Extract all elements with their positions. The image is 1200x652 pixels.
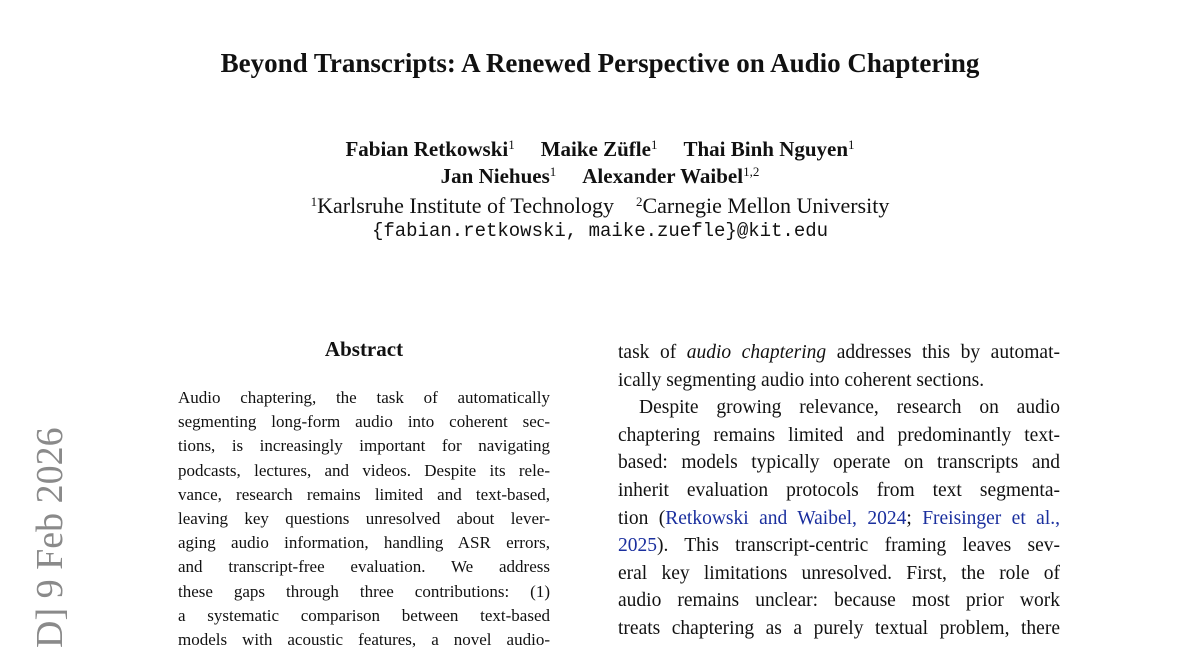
abstract-line: vance, research remains limited and text-based,: [178, 484, 550, 504]
abstract-heading: Abstract: [324, 337, 404, 361]
abstract-line: models with acoustic features, a novel audio-: [178, 629, 550, 649]
affil-mark: 1: [310, 194, 318, 209]
intro-line: audio remains unclear: because most prior work: [618, 590, 1060, 612]
citation-link[interactable]: Freisinger et al.,: [922, 507, 1060, 529]
text-run: task of: [618, 342, 687, 363]
intro-line: [618, 532, 1060, 560]
affil-mark: 2: [635, 194, 643, 209]
intro-line: [618, 505, 1060, 533]
text-run: ). This transcript-centric framing leaves sev-: [657, 535, 1060, 557]
text-run: addresses this by automat-: [826, 342, 1060, 363]
intro-line: based: models typically operate on transcripts and: [618, 452, 1060, 474]
author-name: Maike Züfle: [540, 137, 651, 161]
affiliation-name: Karlsruhe Institute of Technology: [317, 193, 614, 218]
abstract-body: [178, 386, 550, 652]
affiliations: [0, 188, 1200, 220]
affiliation-name: Carnegie Mellon University: [642, 193, 890, 218]
text-run: ;: [906, 507, 923, 529]
abstract-line: and transcript-free evaluation. We address: [178, 557, 550, 577]
abstract-line: segmenting long-form audio into coherent sec-: [178, 412, 550, 432]
author-name: Fabian Retkowski: [345, 137, 509, 161]
intro-line: treats chaptering as a purely textual problem, there: [618, 617, 1060, 639]
citation-link[interactable]: Retkowski and Waibel, 2024: [665, 507, 907, 529]
abstract-line: these gaps through three contributions: (1): [178, 581, 550, 601]
author-name: Jan Niehues: [440, 164, 550, 188]
citation-link[interactable]: 2025: [618, 535, 657, 557]
intro-line: eral key limitations unresolved. First, the role of: [618, 562, 1060, 584]
author-name: Thai Binh Nguyen: [683, 137, 849, 161]
contact-email: {fabian.retkowski, maike.zuefle}@kit.edu: [371, 220, 829, 242]
author-row-2: [0, 158, 1200, 190]
paper-title: Beyond Transcripts: A Renewed Perspective on Audio Chaptering: [220, 48, 980, 78]
abstract-line: Audio chaptering, the task of automatically: [178, 388, 550, 407]
author-affil-mark: 1,2: [743, 164, 760, 179]
intro-line: Despite growing relevance, research on audio: [639, 397, 1060, 419]
intro-line: inherit evaluation protocols from text segmenta-: [618, 479, 1060, 501]
abstract-line: tions, is increasingly important for navigating: [178, 436, 550, 456]
arxiv-stamp: D] 9 Feb 2026: [29, 427, 71, 648]
introduction-text: [618, 339, 1060, 643]
author-affil-mark: 1: [650, 137, 658, 152]
abstract-line: leaving key questions unresolved about lever-: [178, 508, 550, 528]
author-affil-mark: 1: [848, 137, 855, 152]
abstract-line: a systematic comparison between text-based: [178, 605, 550, 625]
text-run: tion (: [618, 507, 666, 529]
author-affil-mark: 1: [508, 137, 515, 152]
intro-line: ically segmenting audio into coherent sections.: [618, 369, 985, 391]
abstract-line: podcasts, lectures, and videos. Despite its rele-: [178, 460, 550, 480]
intro-line: [618, 339, 1060, 367]
intro-line: chaptering remains limited and predominantly text-: [618, 424, 1060, 446]
author-name: Alexander Waibel: [582, 164, 744, 188]
abstract-line: aging audio information, handling ASR errors,: [178, 533, 550, 553]
author-affil-mark: 1: [549, 164, 557, 179]
emphasized-term: audio chaptering: [686, 342, 827, 363]
